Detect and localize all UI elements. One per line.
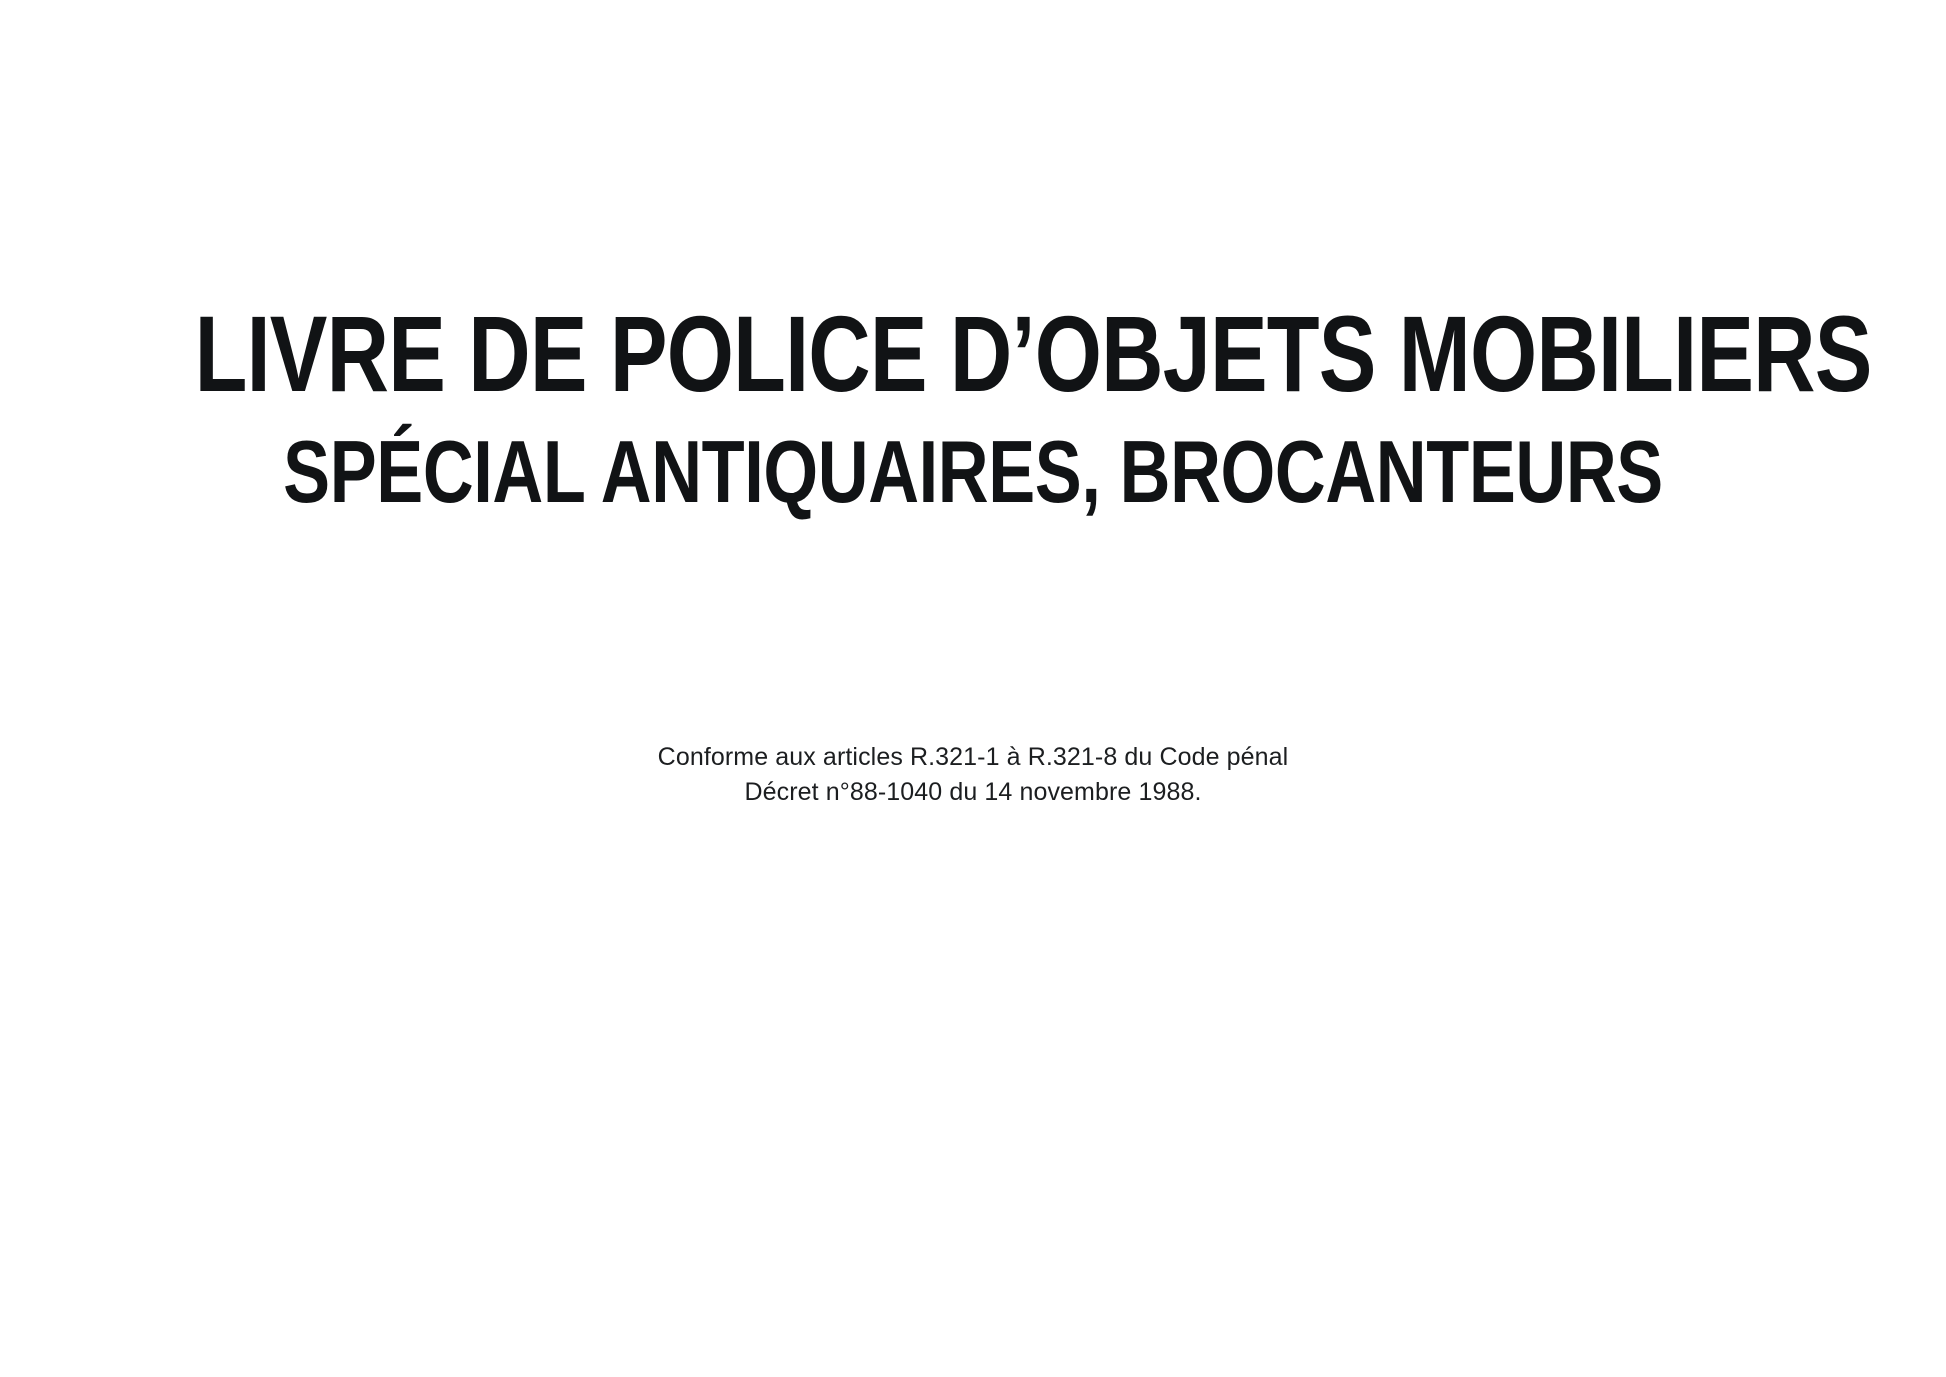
page-subtitle: SPÉCIAL ANTIQUAIRES, BROCANTEURS	[283, 422, 1663, 521]
legal-reference-line-2: Décret n°88-1040 du 14 novembre 1988.	[744, 777, 1202, 806]
page-title: LIVRE DE POLICE D’OBJETS MOBILIERS	[194, 293, 1872, 414]
title-block	[0, 293, 1946, 521]
legal-reference-line-1: Conforme aux articles R.321-1 à R.321-8 du Code pénal	[657, 743, 1289, 771]
legal-reference-block	[0, 740, 1946, 809]
